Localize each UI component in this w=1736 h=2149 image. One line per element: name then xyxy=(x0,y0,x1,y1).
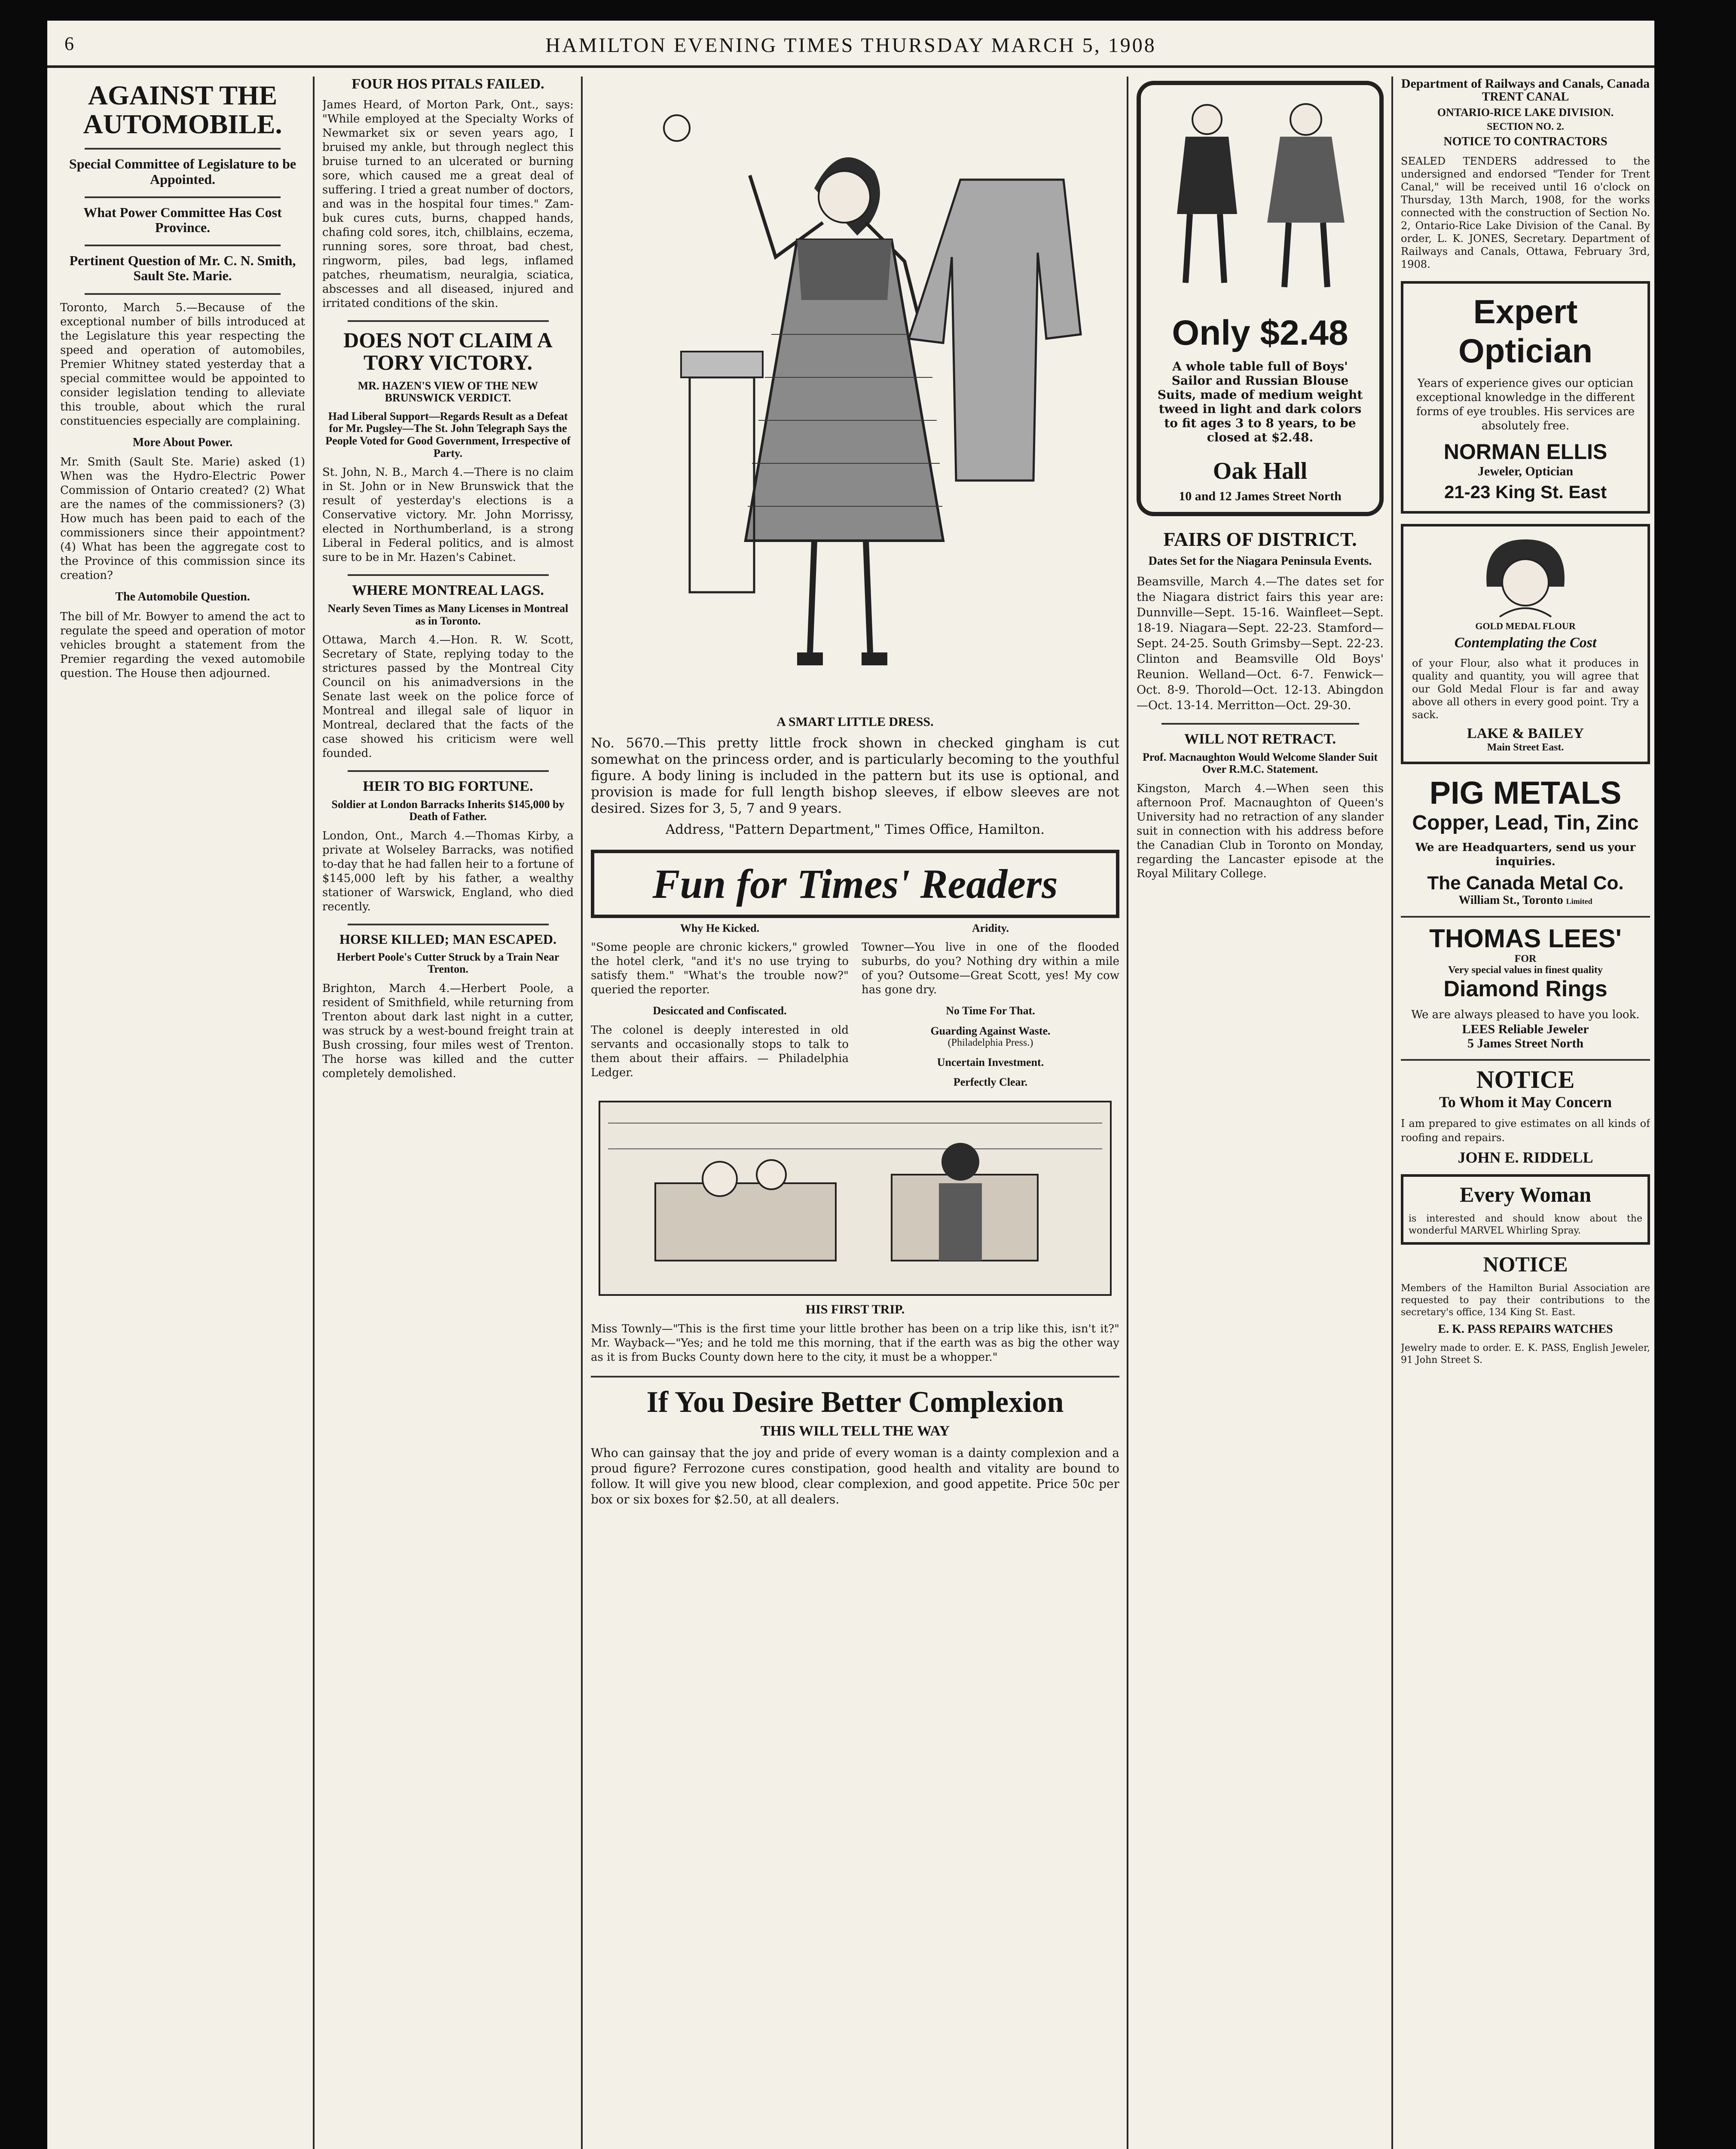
lees-special: Very special values in finest quality xyxy=(1448,964,1603,976)
headline-tory: DOES NOT CLAIM A TORY VICTORY. xyxy=(343,328,553,375)
subhead: MR. HAZEN'S VIEW OF THE NEW BRUNSWICK VERDICT. xyxy=(358,379,538,404)
woman-portrait-illustration xyxy=(1461,535,1590,621)
lees-for: FOR xyxy=(1514,953,1537,964)
pass-body: Jewelry made to order. E. K. PASS, English Jeweler, 91 John Street S. xyxy=(1401,1342,1650,1365)
page-number: 6 xyxy=(64,33,76,54)
every-woman-ad xyxy=(1401,1174,1650,1245)
notice2-body: Members of the Hamilton Burial Association are requested to pay their contributions to the secretary's office, 134 King St. East. xyxy=(1401,1283,1650,1318)
optician-ad xyxy=(1401,281,1650,514)
joke-body: "Some people are chronic kickers," growled the hotel clerk, "and it's no use trying to satisfy them." "What's the trouble now?" queried the reporter. xyxy=(591,941,849,997)
notice-head: NOTICE xyxy=(1476,1065,1575,1093)
notice-sub: To Whom it May Concern xyxy=(1439,1093,1612,1111)
subhead: Had Liberal Support—Regards Result as a Defeat for Mr. Pugsley—The St. John Telegraph Says the People Voted for Good Government, Irrespective of Party. xyxy=(325,410,571,459)
headline-retract: WILL NOT RETRACT. xyxy=(1184,731,1336,747)
notice2-head: NOTICE xyxy=(1483,1252,1568,1276)
article-body: Beamsville, March 4.—The dates set for the Niagara district fairs this year are: Dunnville—Sept. 15-16. Wainfleet—Sept. 18-19. Niagara—Sept. 22-23. Stamford—Sept. 24-25. South Grimsby—Sept. 22-23. Clinton and Beamsville Old Boys' Reunion. Welland—Oct. 6-7. Fenwick—Oct. 8-9. Thorold—Oct. 12-13. Abingdon—Oct. 13-14. Merritton—Oct. 29-30. xyxy=(1137,575,1384,713)
pass-head: E. K. PASS REPAIRS WATCHES xyxy=(1438,1322,1613,1336)
article-body: Toronto, March 5.—Because of the exceptional number of bills introduced at the Legislature this year respecting the speed and operation of automobiles, Premier Whitney stated yesterday that a special committee would be appointed to consider legislation tending to alleviate this trouble, about which the rural constituencies especially are complaining. xyxy=(60,301,305,428)
joke-body: Towner—You live in one of the flooded suburbs, do you? Nothing dry within a mile of you? Outsome—Great Scott, yes! My cow has gone dry. xyxy=(862,941,1119,997)
lees-head: THOMAS LEES' xyxy=(1429,924,1622,953)
joke-title: Desiccated and Confiscated. xyxy=(653,1004,787,1017)
optician-body: Years of experience gives our optician exceptional knowledge in the different forms of eye troubles. His services are absolutely free. xyxy=(1416,377,1635,432)
subhead: Pertinent Question of Mr. C. N. Smith, Sault Ste. Marie. xyxy=(69,253,296,284)
headline-montreal: WHERE MONTREAL LAGS. xyxy=(352,582,544,599)
flour-address: Main Street East. xyxy=(1487,741,1564,753)
subhead: THIS WILL TELL THE WAY xyxy=(760,1423,950,1439)
pig-metals-head: PIG METALS xyxy=(1429,774,1622,811)
subhead: Nearly Seven Times as Many Licenses in Montreal as in Toronto. xyxy=(327,602,568,627)
flour-firm: LAKE & BAILEY xyxy=(1467,726,1584,742)
fun-banner-title: Fun for Times' Readers xyxy=(652,860,1058,907)
article-body: The bill of Mr. Bowyer to amend the act to regulate the speed and operation of motor vehicles brought a statement from the Premier regarding the vexed automobile question. The House then adjourned. xyxy=(60,610,305,680)
optician-word: Optician xyxy=(1458,331,1593,370)
joke-title: Aridity. xyxy=(972,921,1009,934)
canada-metal-address: William St., Toronto xyxy=(1458,893,1563,907)
masthead-title: HAMILTON EVENING TIMES THURSDAY MARCH 5, 1908 xyxy=(545,34,1156,57)
subhead: Special Committee of Legislature to be Appointed. xyxy=(69,156,296,187)
headline-complexion: If You Desire Better Complexion xyxy=(646,1386,1064,1419)
pig-metals-body: We are Headquarters, send us your inquiries. xyxy=(1415,841,1636,868)
cartoon-his-first-trip xyxy=(591,1097,1119,1299)
column-rule xyxy=(1391,77,1393,2149)
oak-hall-name: Oak Hall xyxy=(1213,458,1308,484)
column-rule xyxy=(581,77,583,2149)
column-features xyxy=(591,77,1119,1507)
rail-head: Department of Railways and Canals, Canada xyxy=(1401,77,1650,91)
article-body: London, Ont., March 4.—Thomas Kirby, a private at Wolseley Barracks, was notified to-day that he had fallen heir to a fortune of $145,000 left by his father, a wealthy stationer of Warswick, England, who died recently. xyxy=(322,830,574,913)
rail-notice: NOTICE TO CONTRACTORS xyxy=(1443,135,1608,148)
article-body: Kingston, March 4.—When seen this afternoon Prof. Macnaughton of Queen's University had no retraction of any slander suit in connection with his address before the Canadian Club in Toronto on Monday, regarding the Lancaster episode at the Royal Military College. xyxy=(1137,782,1384,880)
pig-metals-sub: Copper, Lead, Tin, Zinc xyxy=(1412,811,1639,834)
notice-body: I am prepared to give estimates on all kinds of roofing and repairs. xyxy=(1401,1117,1650,1144)
joke-body: The colonel is deeply interested in old servants and occasionally stops to talk to them about their affairs. — Philadelphia Ledger. xyxy=(591,1023,849,1079)
headline-heir: HEIR TO BIG FORTUNE. xyxy=(363,778,533,795)
every-woman-body: is interested and should know about the wonderful MARVEL Whirling Spray. xyxy=(1409,1213,1642,1236)
flour-logo: GOLD MEDAL FLOUR xyxy=(1475,620,1576,631)
subhead: More About Power. xyxy=(132,435,233,449)
subhead: Soldier at London Barracks Inherits $145,000 by Death of Father. xyxy=(331,798,565,823)
ellis-name: NORMAN ELLIS xyxy=(1443,439,1608,464)
rail-section: SECTION NO. 2. xyxy=(1486,121,1565,133)
headline-horse: HORSE KILLED; MAN ESCAPED. xyxy=(339,931,556,947)
caption-dress: A SMART LITTLE DRESS. xyxy=(776,715,934,729)
lees-tag: Reliable Jeweler xyxy=(1498,1022,1589,1036)
masthead xyxy=(47,21,1654,68)
fun-columns xyxy=(591,922,1119,1089)
subhead: Dates Set for the Niagara Peninsula Events. xyxy=(1148,554,1372,568)
column-automobile xyxy=(60,77,305,681)
column-oak-hall xyxy=(1137,77,1384,881)
oak-hall-address: 10 and 12 James Street North xyxy=(1179,489,1342,503)
caption-cartoon: HIS FIRST TRIP. xyxy=(805,1302,905,1316)
girl-dress-illustration xyxy=(591,77,1119,713)
oak-hall-price: Only $2.48 xyxy=(1172,313,1348,352)
cartoon-body: Miss Townly—"This is the first time your little brother has been on a trip like this, isn't it?" Mr. Wayback—"Yes; and he told me this morning, that if the earth was as big the other way as it is from Bucks County down here to the city, it must be a whopper." xyxy=(591,1322,1119,1364)
ellis-address: 21-23 King St. East xyxy=(1444,481,1607,502)
headline-automobile: AGAINST THE AUTOMOBILE. xyxy=(83,80,282,140)
subhead: The Automobile Question. xyxy=(115,590,250,604)
article-body: St. John, N. B., March 4.—There is no claim in St. John or in New Brunswick that the result of yesterday's elections is a Conservative victory. Mr. John Morrissy, elected in Northumberland, is a strong Liberal in Federal politics, and is almost sure to be in Mr. Hazen's Cabinet. xyxy=(322,466,574,564)
flour-headline: Contemplating the Cost xyxy=(1454,634,1597,651)
expert-word: Expert xyxy=(1473,292,1578,331)
subhead: Prof. Macnaughton Would Welcome Slander Suit Over R.M.C. Statement. xyxy=(1142,750,1378,776)
rail-sub: TRENT CANAL xyxy=(1482,90,1569,104)
headline-fairs: FAIRS OF DISTRICT. xyxy=(1163,528,1357,550)
oak-hall-body: A whole table full of Boys' Sailor and Russian Blouse Suits, made of medium weight tweed in light and dark colors to fit ages 3 to 8 years, to be closed at $2.48. xyxy=(1157,359,1363,444)
column-rule xyxy=(313,77,315,2149)
ellis-title: Jeweler, Optician xyxy=(1477,464,1574,478)
lees-address: 5 James Street North xyxy=(1467,1036,1584,1050)
joke-title: Uncertain Investment. xyxy=(937,1056,1044,1068)
article-body: James Heard, of Morton Park, Ont., says: "While employed at the Specialty Works of Newmarket six or seven years ago, I bruised my ankle, but through neglect this bruise turned to an ulcerated or burning sore, which caused me a great deal of suffering. I tried a great number of doctors, and was in the hospital four times." Zam-buk cures cuts, burns, chapped hands, chafing cold sores, itch, chilblains, eczema, running sores, sore throat, bad chest, ringworm, piles, bad legs, inflamed patches, rheumatism, neuralgia, sciatica, abscesses and all diseased, injured and irritated conditions of the skin. xyxy=(322,98,574,310)
pattern-address: Address, "Pattern Department," Times Office, Hamilton. xyxy=(665,821,1045,837)
flour-body: of your Flour, also what it produces in quality and quantity, you will agree that our Gold Medal Flour is far and away above all others in every good point. Try a sack. xyxy=(1412,657,1639,721)
flour-ad xyxy=(1401,524,1650,764)
column-ads xyxy=(1401,77,1650,1366)
canada-metal-firm: The Canada Metal Co. xyxy=(1427,872,1624,894)
lees-body: We are always pleased to have you look. xyxy=(1411,1008,1640,1021)
article-body: Who can gainsay that the joy and pride of every woman is a dainty complexion and a proud figure? Ferrozone cures constipation, good health and vitality are bound to follow. It will give you new blood, clear complexion, and good appetite. Price 50c per box or six boxes for $2.50, at all dealers. xyxy=(591,1445,1119,1506)
fun-column-right xyxy=(862,922,1119,1089)
article-body: No. 5670.—This pretty little frock shown in checked gingham is cut somewhat on the princess order, and is particularly becoming to the youthful figure. A body lining is included in the pattern but its use is optional, and provision is made for full length bishop sleeves, if elbow sleeves are not desired. Sizes for 3, 5, 7 and 9 years. xyxy=(591,735,1119,816)
joke-title: No Time For That. xyxy=(946,1004,1035,1017)
every-woman-head: Every Woman xyxy=(1459,1182,1592,1206)
column-news xyxy=(322,77,574,1081)
fun-banner xyxy=(591,850,1119,918)
canada-metal-limited: Limited xyxy=(1566,897,1592,906)
headline-hospitals: FOUR HOS PITALS FAILED. xyxy=(351,77,544,92)
joke-title: Guarding Against Waste. xyxy=(930,1024,1051,1037)
rail-sub2: ONTARIO-RICE LAKE DIVISION. xyxy=(1437,106,1614,119)
lees-rings: Diamond Rings xyxy=(1443,976,1608,1001)
article-body: Ottawa, March 4.—Hon. R. W. Scott, Secretary of State, replying today to the strictures passed by the Montreal City Council on his animadversions in the Senate last week on the police force of Montreal and illegal sale of liquor in Montreal, declared that the facts of the case showed his criticism were well founded. xyxy=(322,634,574,760)
joke-title: Why He Kicked. xyxy=(680,921,760,934)
newspaper-page xyxy=(47,21,1654,2149)
article-body: Brighton, March 4.—Herbert Poole, a resident of Smithfield, while returning from Trenton about dark last night in a cutter, was struck by a west-bound freight train at Bush crossing, four miles west of Trenton. The horse was killed and the cutter completely demolished. xyxy=(322,982,574,1080)
article-body: Mr. Smith (Sault Ste. Marie) asked (1) When was the Hydro-Electric Power Commission of Ontario created? (2) What are the names of the commissioners? (3) How much has been paid to each of the commissioners since their appointment? (4) What has been the aggregate cost to the Province of this commission since its creation? xyxy=(60,456,305,582)
subhead: What Power Committee Has Cost Province. xyxy=(83,204,282,235)
joke-source: (Philadelphia Press.) xyxy=(947,1037,1033,1049)
joke-title: Perfectly Clear. xyxy=(953,1076,1028,1089)
lees-name: LEES xyxy=(1462,1022,1495,1036)
boys-suit-illustration xyxy=(1151,94,1366,309)
riddell-name: JOHN E. RIDDELL xyxy=(1458,1149,1593,1166)
oak-hall-ad xyxy=(1137,81,1384,516)
column-rule xyxy=(1127,77,1128,2149)
fun-column-left xyxy=(591,922,849,1089)
rail-body: SEALED TENDERS addressed to the undersigned and endorsed "Tender for Trent Canal," will be received until 16 o'clock on Thursday, 13th March, 1908, for the works connected with the construction of Section No. 2, Ontario-Rice Lake Division of the Canal. By order, L. K. JONES, Secretary. Department of Railways and Canals, Ottawa, February 3rd, 1908. xyxy=(1401,155,1650,270)
subhead: Herbert Poole's Cutter Struck by a Train Near Trenton. xyxy=(336,950,559,976)
